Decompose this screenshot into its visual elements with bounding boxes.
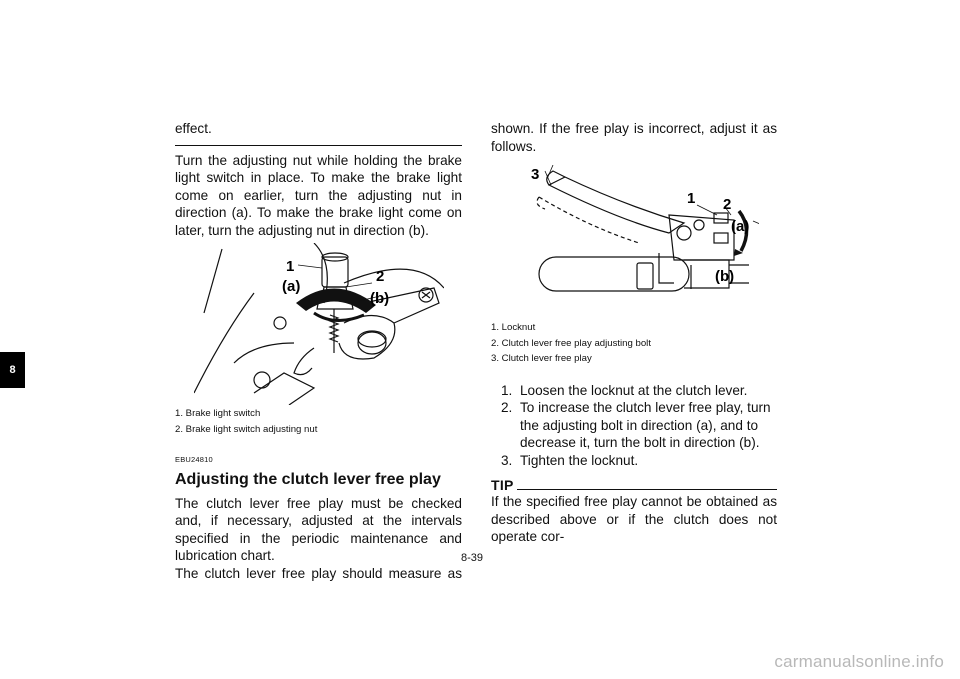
step-number: 2. [501,400,513,415]
clutch-lever-figure [509,165,759,315]
figure-label-3: 3 [531,166,540,183]
caption-item: 2. Clutch lever free play adjusting bolt [491,337,651,349]
tip-text: If the specified free play cannot be obtained as described above or if the clutch does not operate cor- [491,494,777,544]
figure-caption-left [175,406,462,437]
tip-header [491,477,777,493]
step-text: Tighten the locknut. [520,452,639,468]
right-column [491,120,777,546]
step-item [491,452,777,470]
figure-label-b: (b) [715,268,735,285]
step-text: To increase the clutch lever free play, turn the adjusting bolt in direction (a), and to decrease it, turn the bolt in direction (b). [520,400,771,450]
step-item [491,382,777,400]
caption-item: 1. Locknut [491,322,536,333]
shown-paragraph: shown. If the free play is incorrect, adjust it as follows. [491,121,777,154]
measure-paragraph: The clutch lever free play should measure as [175,565,462,581]
caption-item: 2. Brake light switch adjusting nut [175,423,318,435]
continued-text: effect. [175,121,212,136]
caption-item: 3. Clutch lever free play [491,353,592,364]
section-code: EBU24810 [175,455,213,464]
tip-label: TIP [491,477,514,493]
step-number: 3. [501,452,513,468]
page-number: 8-39 [461,552,484,564]
left-column [175,120,462,582]
figure-label-a: (a) [281,278,300,295]
tip-rule [517,489,777,490]
figure-label-b: (b) [369,290,389,307]
figure-label-2: 2 [723,196,732,213]
figure-label-a: (a) [731,218,750,235]
figure-label-1: 1 [285,258,294,275]
section-divider [175,145,462,146]
figure-label-2: 2 [375,268,384,285]
section-tab: 8 [0,352,25,388]
brake-light-switch-figure [194,243,444,405]
free-play-paragraph: The clutch lever free play must be checked and, if necessary, adjusted at the intervals specified in the periodic maintenance and lubrication chart. [175,495,462,563]
adjustment-steps [491,382,777,470]
figure-caption-right [491,320,777,367]
step-text: Loosen the locknut at the clutch lever. [520,382,748,398]
section-heading: Adjusting the clutch lever free play [175,470,441,488]
figure-label-1: 1 [687,190,696,207]
step-item [491,399,777,452]
step-number: 1. [501,382,513,398]
caption-item: 1. Brake light switch [175,408,261,419]
watermark: carmanualsonline.info [774,652,944,671]
brake-light-paragraph: Turn the adjusting nut while holding the brake light switch in place. To make the brake light come on earlier, turn the adjusting nut in direction (a). To make the brake light come on later, turn the adjusting nut in direction (b). [175,152,462,238]
